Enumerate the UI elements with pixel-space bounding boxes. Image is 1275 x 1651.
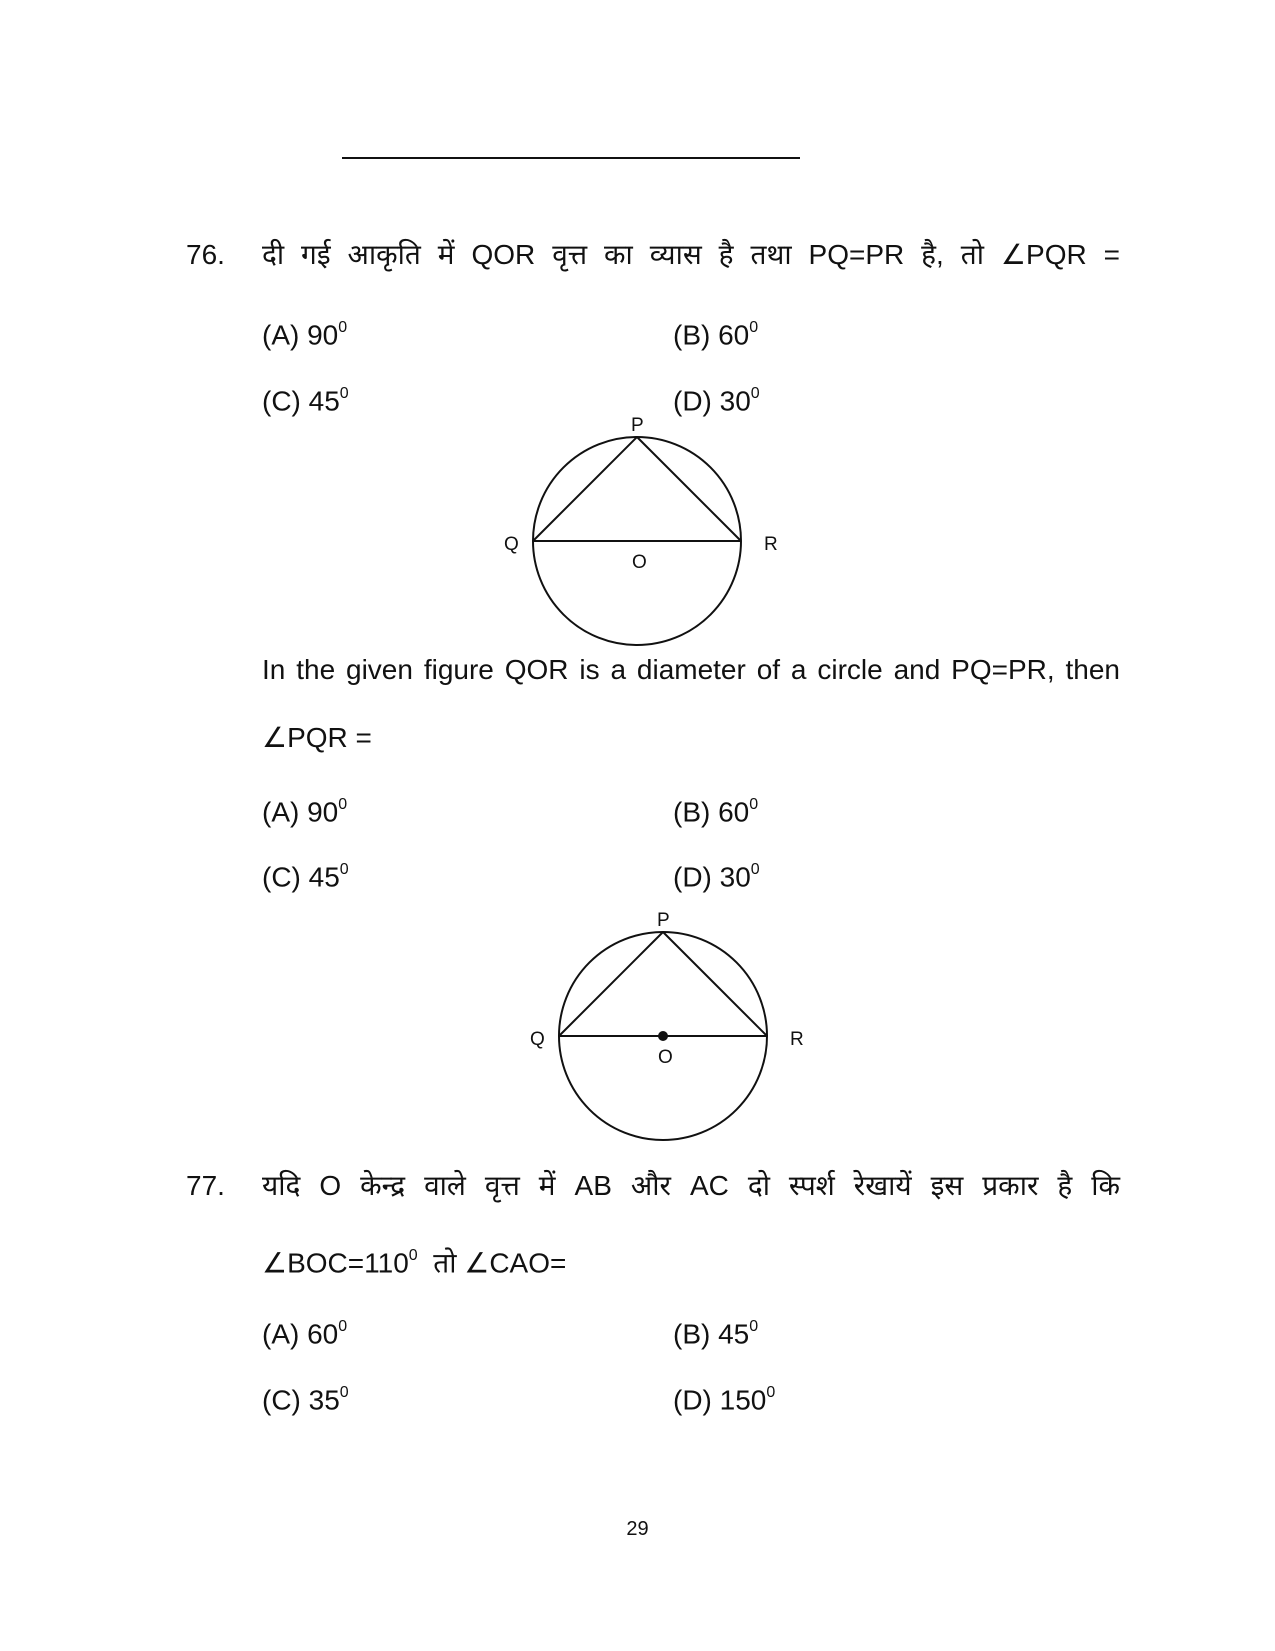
- label-p: P: [657, 910, 670, 931]
- q76-english-line1: In the given figure QOR is a diameter of a circle and PQ=PR, then: [262, 654, 1120, 685]
- label-p: P: [631, 415, 644, 436]
- q76-option-d: (D) $30^0$: [673, 385, 760, 417]
- page-number: 29: [626, 1518, 649, 1540]
- q76-en-option-d: (D) $30^0$: [673, 861, 760, 893]
- label-q: Q: [504, 534, 519, 555]
- q77-line2: $\angle BOC=110^0$ तो ∠CAO=: [262, 1247, 567, 1279]
- q76-option-b: (B) $60^0$: [673, 319, 759, 351]
- q76-en-option-c: (C) $45^0$: [262, 861, 349, 893]
- chord-pq: [559, 932, 663, 1036]
- label-r: R: [764, 534, 778, 555]
- q77-hindi-line1: यदि O केन्द्र वाले वृत्त में AB और AC दो स्पर्श रेखायें इस प्रकार है कि: [262, 1170, 1120, 1201]
- q76-en-option-a: (A) $90^0$: [262, 796, 348, 828]
- q77-number: 77.: [186, 1170, 225, 1201]
- q76-hindi-text: दी गई आकृति में QOR वृत्त का व्यास है तथा PQ=PR है, तो ∠PQR =: [262, 239, 1120, 270]
- q77-option-a: (A) $60^0$: [262, 1318, 348, 1350]
- label-o: O: [658, 1047, 673, 1068]
- label-r: R: [790, 1029, 804, 1050]
- q76-en-option-b: (B) $60^0$: [673, 796, 759, 828]
- q76-number: 76.: [186, 239, 225, 270]
- q76-option-c: (C) $45^0$: [262, 385, 349, 417]
- q77-option-c: (C) $35^0$: [262, 1384, 349, 1416]
- q77-option-b: (B) $45^0$: [673, 1318, 759, 1350]
- label-o: O: [632, 552, 647, 573]
- q76-english-line2: ∠PQR =: [262, 722, 372, 753]
- q76-option-a: (A) $90^0$: [262, 319, 348, 351]
- chord-pr: [663, 932, 767, 1036]
- center-point: [658, 1031, 668, 1041]
- q77-option-d: (D) $150^0$: [673, 1384, 776, 1416]
- label-q: Q: [530, 1029, 545, 1050]
